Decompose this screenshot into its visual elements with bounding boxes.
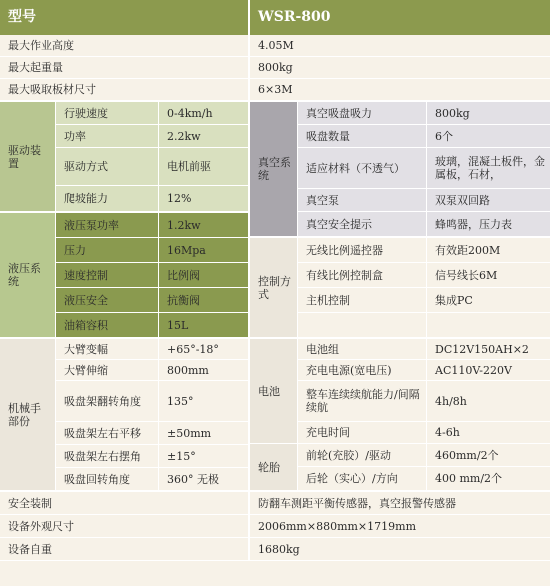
vacuum-row-label: 真空安全提示 [298,212,426,236]
battery-row-value: DC12V150AH×2 [427,339,550,359]
dimensions-label: 设备外观尺寸 [0,515,248,537]
drive-row-value: 电机前驱 [159,148,248,185]
vacuum-row-value: 双泵双回路 [427,189,550,211]
manipulator-row-value: ±15° [159,445,248,467]
max-panel-label: 最大吸取板材尺寸 [0,79,248,100]
hydraulic-row-value: 1.2kw [159,213,248,237]
vacuum-row-value: 玻璃，混凝土板件，金属板，石材， [427,148,550,188]
battery-row-label: 电池组 [298,339,426,359]
drive-row-value: 2.2kw [159,125,248,147]
drive-row-value: 12% [159,186,248,211]
battery-row-label: 充电电源(宽电压) [298,360,426,380]
battery-row-value: 4h/8h [427,381,550,421]
battery-row-value: AC110V-220V [427,360,550,380]
safety-value: 防翻车测距平衡传感器，真空报警传感器 [250,492,550,514]
manipulator-row-label: 吸盘架左右平移 [56,422,158,444]
control-row-value: 信号线长6M [427,263,550,287]
max-height-value: 4.05M [250,35,550,56]
manipulator-row-value: 135° [159,381,248,421]
manipulator-row-label: 大臂伸缩 [56,360,158,380]
dimensions-value: 2006mm×880mm×1719mm [250,515,550,537]
control-category: 控制方式 [250,238,297,337]
control-row-label: 主机控制 [298,288,426,312]
manipulator-row-label: 吸盘回转角度 [56,468,158,490]
battery-row-label: 充电时间 [298,422,426,443]
hydraulic-row-value: 抗衡阀 [159,288,248,312]
battery-row-value: 4-6h [427,422,550,443]
vacuum-row-label: 吸盘数量 [298,125,426,147]
drive-row-label: 驱动方式 [56,148,158,185]
hydraulic-category: 液压系统 [0,213,55,337]
max-load-label: 最大起重量 [0,57,248,78]
wheels-row-label: 前轮(充胶）/驱动 [298,444,426,466]
model-label: 型号 [0,0,248,35]
drive-row-label: 爬坡能力 [56,186,158,211]
control-row-label: 无线比例遥控器 [298,238,426,262]
max-height-label: 最大作业高度 [0,35,248,56]
table-footer-blank [0,561,550,586]
hydraulic-row-label: 压力 [56,238,158,262]
model-value: WSR-800 [250,0,550,35]
vacuum-row-value: 800kg [427,102,550,124]
hydraulic-row-label: 液压安全 [56,288,158,312]
hydraulic-row-value: 比例阀 [159,263,248,287]
vacuum-row-label: 真空吸盘吸力 [298,102,426,124]
control-row-value: 集成PC [427,288,550,312]
vacuum-category: 真空系统 [250,102,297,236]
drive-row-label: 功率 [56,125,158,147]
hydraulic-row-value: 16Mpa [159,238,248,262]
hydraulic-row-label: 液压泵功率 [56,213,158,237]
control-row-empty [298,313,426,337]
hydraulic-row-label: 油箱容积 [56,313,158,337]
manipulator-row-label: 吸盘架翻转角度 [56,381,158,421]
weight-label: 设备自重 [0,538,248,560]
control-row-label: 有线比例控制盒 [298,263,426,287]
drive-row-label: 行驶速度 [56,102,158,124]
battery-category: 电池 [250,339,297,443]
vacuum-row-label: 真空泵 [298,189,426,211]
manipulator-row-value: 800mm [159,360,248,380]
wheels-category: 轮胎 [250,444,297,490]
manipulator-row-label: 大臂变幅 [56,339,158,359]
manipulator-category: 机械手部份 [0,339,55,490]
control-row-value: 有效距200M [427,238,550,262]
weight-value: 1680kg [250,538,550,560]
wheels-row-value: 460mm/2个 [427,444,550,466]
manipulator-row-value: 360° 无极 [159,468,248,490]
max-panel-value: 6×3M [250,79,550,100]
wheels-row-label: 后轮（实心）/方向 [298,467,426,490]
safety-label: 安全装制 [0,492,248,514]
drive-category: 驱动装置 [0,102,55,211]
hydraulic-row-value: 15L [159,313,248,337]
vacuum-row-value: 蜂鸣器，压力表 [427,212,550,236]
control-row-empty [427,313,550,337]
wheels-row-value: 400 mm/2个 [427,467,550,490]
vacuum-row-value: 6个 [427,125,550,147]
battery-row-label: 整车连续续航能力/间隔续航 [298,381,426,421]
vacuum-row-label: 适应材料（不透气） [298,148,426,188]
manipulator-row-value: +65°-18° [159,339,248,359]
manipulator-row-value: ±50mm [159,422,248,444]
manipulator-row-label: 吸盘架左右摆角 [56,445,158,467]
max-load-value: 800kg [250,57,550,78]
drive-row-value: 0-4km/h [159,102,248,124]
hydraulic-row-label: 速度控制 [56,263,158,287]
